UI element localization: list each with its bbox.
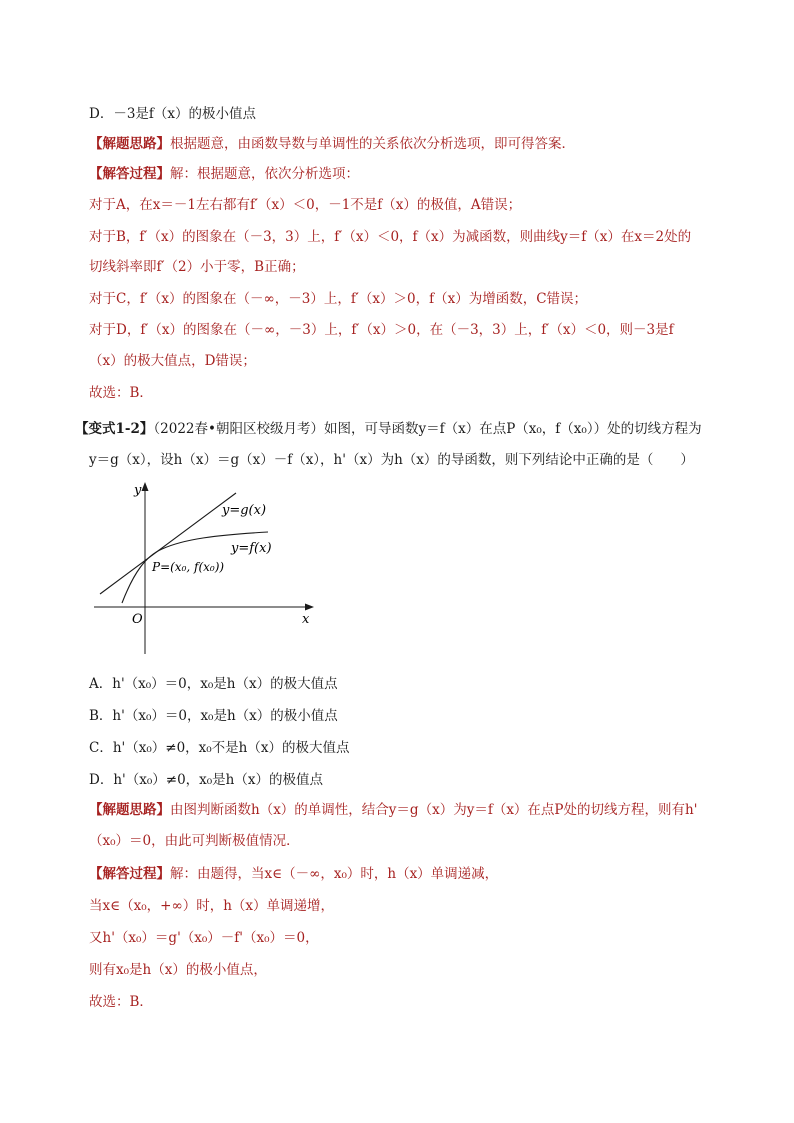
q1-line-c: 对于C，f′（x）的图象在（－∞，－3）上，f′（x）＞0，f（x）为增函数，C错误； xyxy=(89,291,588,307)
label-f: y=f(x) xyxy=(231,541,272,556)
process-text: 解：由题得，当x∈（－∞，x₀）时，h（x）单调递减， xyxy=(170,866,499,882)
function-graph xyxy=(86,476,326,658)
q1-line-d1: 对于D，f′（x）的图象在（－∞，－3）上，f′（x）＞0，在（－3，3）上，f′（x）＜0，则－3是f xyxy=(89,322,674,338)
q2-stem-line1 xyxy=(75,419,702,439)
q2-idea-line2: （x₀）＝0，由此可判断极值情况． xyxy=(89,833,300,849)
q2-answer: 故选：B． xyxy=(89,994,153,1010)
idea-tag: 【解题思路】 xyxy=(89,136,170,152)
q1-process xyxy=(89,164,359,184)
q1-option-d: D．－3是f（x）的极小值点 xyxy=(89,106,257,122)
stem-text: （2022春•朝阳区校级月考）如图，可导函数y＝f（x）在点P（x₀，f（x₀））处的切线方程为 xyxy=(153,421,702,437)
origin-label: O xyxy=(132,612,143,627)
q1-answer: 故选：B． xyxy=(89,385,153,401)
process-tag: 【解答过程】 xyxy=(89,866,170,882)
q2-process-line2: 当x∈（x₀，+∞）时，h（x）单调递增， xyxy=(89,898,334,914)
q1-line-b1: 对于B，f′（x）的图象在（－3，3）上，f′（x）＜0，f（x）为减函数，则曲线y＝f（x）在x＝2处的 xyxy=(89,229,692,245)
q2-process-line4: 则有x₀是h（x）的极小值点， xyxy=(89,962,267,978)
q2-stem-line2: y＝g（x），设h（x）＝g（x）－f（x），h'（x）为h（x）的导函数，则下列结论中正确的是（ ） xyxy=(89,452,694,468)
y-axis-label: y xyxy=(134,483,142,498)
q2-option-a: A．h'（x₀）＝0，x₀是h（x）的极大值点 xyxy=(89,676,338,692)
x-axis-arrow xyxy=(305,604,314,611)
q1-idea xyxy=(89,134,575,154)
variant-tag: 【变式1-2】 xyxy=(75,421,154,437)
q2-idea-line1 xyxy=(89,800,697,820)
tangent-line-g xyxy=(100,493,236,594)
q1-line-b2: 切线斜率即f′（2）小于零，B正确； xyxy=(89,259,305,275)
label-p: P=(x₀, f(x₀)) xyxy=(152,560,225,574)
q2-option-b: B．h'（x₀）＝0，x₀是h（x）的极小值点 xyxy=(89,708,338,724)
y-axis-arrow xyxy=(142,482,149,491)
idea-tag: 【解题思路】 xyxy=(89,802,170,818)
process-intro: 解：根据题意，依次分析选项： xyxy=(170,166,359,182)
idea-text: 由图判断函数h（x）的单调性，结合y＝g（x）为y＝f（x）在点P处的切线方程，则有h' xyxy=(170,802,698,818)
q2-process-line1 xyxy=(89,864,498,884)
label-g: y=g(x) xyxy=(222,503,267,518)
process-tag: 【解答过程】 xyxy=(89,166,170,182)
idea-text: 根据题意，由函数导数与单调性的关系依次分析选项，即可得答案． xyxy=(170,136,575,152)
q2-option-c: C．h'（x₀）≠0，x₀不是h（x）的极大值点 xyxy=(89,740,350,756)
x-axis-label: x xyxy=(302,612,310,627)
q2-option-d: D．h'（x₀）≠0，x₀是h（x）的极值点 xyxy=(89,772,323,788)
q1-line-d2: （x）的极大值点，D错误； xyxy=(89,353,256,369)
q2-process-line3: 又h'（x₀）＝g'（x₀）－f'（x₀）＝0， xyxy=(89,930,319,946)
q1-line-a: 对于A，在x＝－1左右都有f′（x）＜0，－1不是f（x）的极值，A错误； xyxy=(89,197,522,213)
